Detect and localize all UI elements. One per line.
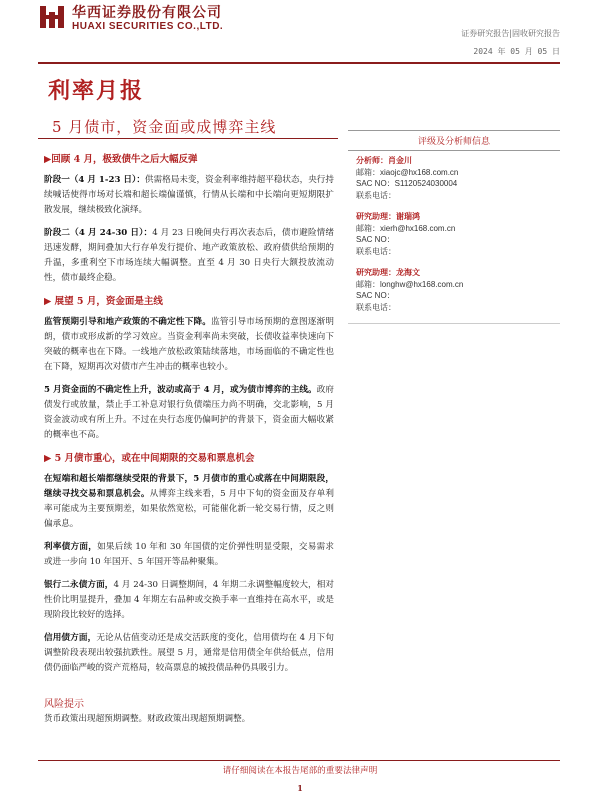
sidebar-heading: 评级及分析师信息 bbox=[348, 130, 560, 151]
analyst-email[interactable]: 邮箱：xierh@hx168.com.cn bbox=[356, 223, 456, 233]
report-type: 利率月报 bbox=[48, 78, 145, 104]
section-outlook bbox=[44, 294, 334, 443]
analyst-sac: SAC NO：S1120524030004 bbox=[356, 179, 458, 188]
risk-heading: 风险提示 bbox=[44, 699, 84, 710]
company-name-en: HUAXI SECURITIES CO.,LTD. bbox=[72, 21, 224, 32]
paragraph: 监管预期引导和地产政策的不确定性下降。监管引导市场预期的意图逐渐明朗，债市或形成新的学习效应。当资金利率尚未突破，长债收益率快速向下突破的概率也在下降。一线地产放松政策陆续落地，市场面临的不确定性也在下降，短期再次对债市产生冲击的概率也较小。 bbox=[44, 317, 334, 372]
legal-disclaimer: 请仔细阅读在本报告尾部的重要法律声明 bbox=[222, 766, 378, 776]
analyst-card bbox=[356, 155, 552, 201]
section-focus bbox=[44, 451, 334, 676]
page-number: 1 bbox=[297, 783, 303, 793]
report-class: 证券研究报告|固收研究报告 bbox=[461, 29, 560, 38]
analyst-name: 分析师：肖金川 bbox=[356, 155, 412, 165]
section-heading: ▶回顾 4 月，极致债牛之后大幅反弹 bbox=[44, 154, 198, 165]
paragraph: 阶段一（4 月 1-23 日）：供需格局未变，资金利率维持超平稳状态，央行持续喊话使得市场对长端和超长端偏谨慎，行情从长端和中长端向更短期限扩散发展，继续极致化演绎。 bbox=[44, 175, 334, 215]
report-date: 2024 年 05 月 05 日 bbox=[473, 47, 560, 56]
company-logo-icon bbox=[38, 4, 66, 30]
paragraph: 在短端和超长端都继续受限的背景下，5 月债市的重心或落在中间期限段，继续寻找交易和票息机会。从博弈主线来看，5 月中下旬的资金面及存单利率可能成为主要预期差，如果依然宽松，可能催化新一轮交易行情，反之则偏承息。 bbox=[44, 474, 334, 529]
paragraph: 阶段二（4 月 24-30 日）：4 月 23 日晚间央行再次表态后，债市避险情绪迅速发酵，期间叠加大行存单发行提价、地产政策放松、政府债供给预期的升温，多重利空下市场连续大幅调整。直至 4 月 30 日央行大额投放流动性，债市最终企稳。 bbox=[44, 228, 334, 283]
analyst-name: 研究助理：谢瑞鸿 bbox=[356, 211, 420, 221]
analyst-name: 研究助理：龙海文 bbox=[356, 267, 420, 277]
analyst-sac: SAC NO： bbox=[356, 291, 395, 300]
analyst-email[interactable]: 邮箱：longhw@hx168.com.cn bbox=[356, 279, 464, 289]
header-divider bbox=[38, 62, 560, 64]
paragraph: 利率债方面，如果后续 10 年和 30 年国债的定价弹性明显受限，交易需求或进一步向 10 年国开、5 年国开等品种聚集。 bbox=[44, 542, 334, 567]
analyst-sidebar bbox=[348, 130, 560, 324]
paragraph: 5 月资金面的不确定性上升，波动或高于 4 月，或为债市博弈的主线。政府债发行或放量，禁止手工补息对银行负债端压力尚不明确，交北影响，5 月资金波动或有所上升。不过在央行态度仍偏呵护的背景下，资金面大幅收紧的概率也不高。 bbox=[44, 385, 334, 440]
section-review bbox=[44, 152, 334, 286]
analyst-card bbox=[356, 267, 552, 313]
risk-section bbox=[44, 698, 334, 726]
sidebar-divider bbox=[348, 323, 560, 324]
report-title: 5 月债市，资金面或成博弈主线 bbox=[52, 118, 277, 136]
analyst-sac: SAC NO： bbox=[356, 235, 395, 244]
main-content bbox=[44, 150, 334, 684]
analyst-card bbox=[356, 211, 552, 257]
paragraph: 信用债方面，无论从估值变动还是成交活跃度的变化，信用债均在 4 月下旬调整阶段表现出较强抗跌性。展望 5 月，通常是信用债全年供给低点，信用债仍面临严峻的资产荒格局，较高票息的城投债品种仍具吸引力。 bbox=[44, 633, 334, 673]
section-heading: ▶ 5 月债市重心，或在中间期限的交易和票息机会 bbox=[44, 453, 255, 464]
analyst-phone: 联系电话： bbox=[356, 246, 396, 256]
analyst-phone: 联系电话： bbox=[356, 190, 396, 200]
risk-text: 货币政策出现超预期调整。财政政策出现超预期调整。 bbox=[44, 714, 251, 724]
title-divider bbox=[38, 138, 338, 139]
paragraph: 银行二永债方面，4 月 24-30 日调整期间，4 年期二永调整幅度较大，相对性价比明显提升，叠加 4 年期左右品种或交换手率一直维持在高水平，或是现阶段比较好的选择。 bbox=[44, 580, 334, 620]
footer-divider bbox=[38, 760, 560, 761]
analyst-phone: 联系电话： bbox=[356, 302, 396, 312]
analyst-email[interactable]: 邮箱：xiaojc@hx168.com.cn bbox=[356, 167, 459, 177]
section-heading: ▶ 展望 5 月，资金面是主线 bbox=[44, 296, 163, 307]
company-name-cn: 华西证券股份有限公司 bbox=[72, 5, 222, 21]
